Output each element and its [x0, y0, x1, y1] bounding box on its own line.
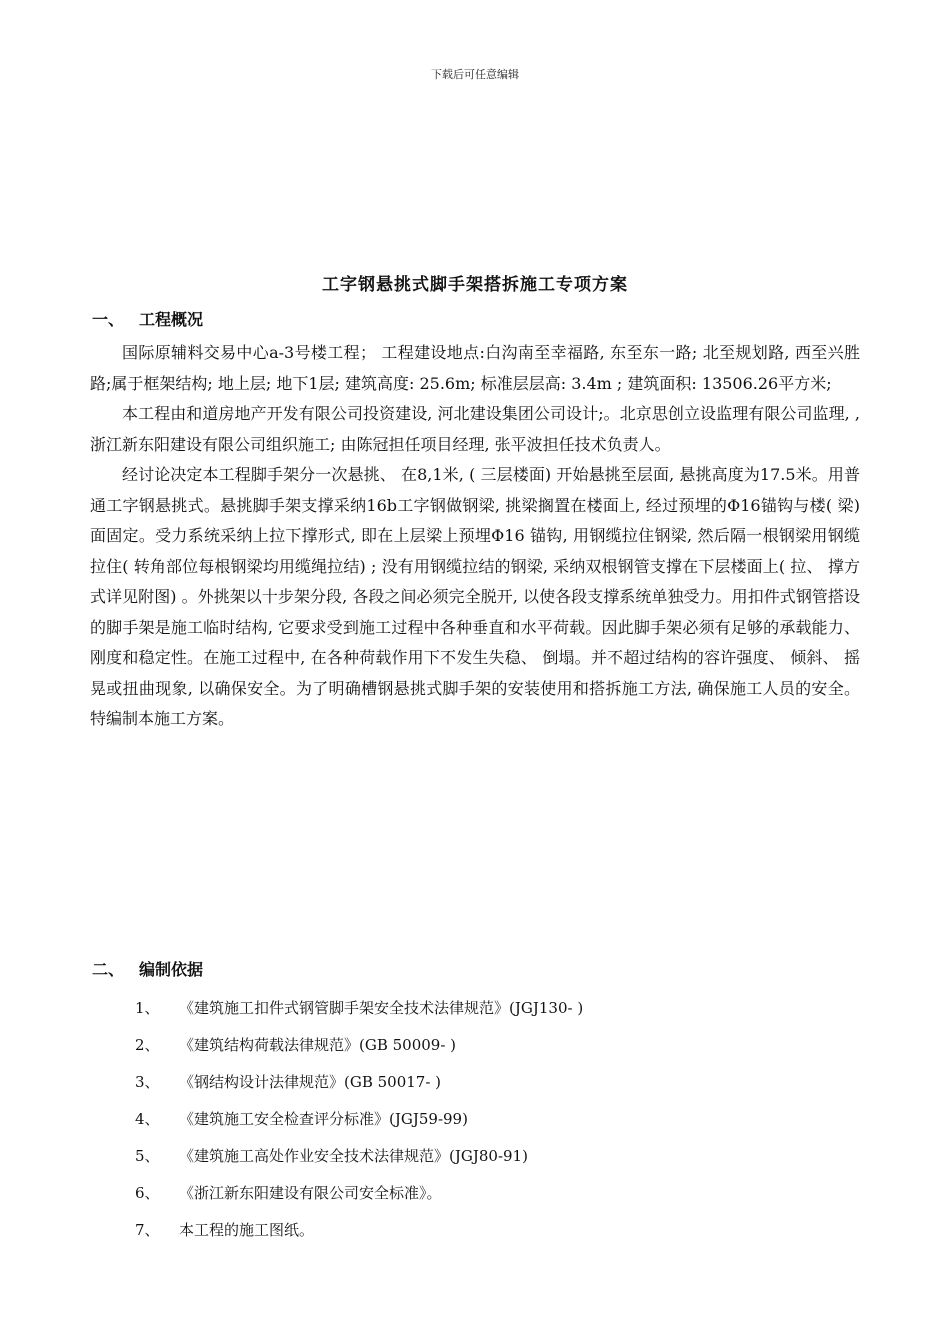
reference-item [135, 990, 583, 1027]
reference-item [135, 1212, 583, 1249]
reference-number: 3、 [135, 1073, 160, 1091]
reference-text: 《建筑施工扣件式钢管脚手架安全技术法律规范》(JGJ130- ) [179, 999, 584, 1017]
reference-text: 《浙江新东阳建设有限公司安全标准》。 [179, 1184, 442, 1202]
reference-text: 《建筑施工安全检查评分标准》(JGJ59-99) [179, 1110, 468, 1128]
paragraph-parties: 本工程由和道房地产开发有限公司投资建设, 河北建设集团公司设计;。北京思创立设监理有限公司监理, , 浙江新东阳建设有限公司组织施工; 由陈冠担任项目经理, 张平波担任技术负责人。 [90, 404, 860, 454]
section-1-title: 工程概况 [139, 310, 204, 329]
reference-item [135, 1175, 583, 1212]
reference-number: 6、 [135, 1184, 160, 1202]
reference-text: 《钢结构设计法律规范》(GB 50017- ) [179, 1073, 442, 1091]
reference-item [135, 1027, 583, 1064]
section-2-number: 二、 [92, 960, 125, 979]
reference-number: 7、 [135, 1221, 160, 1239]
reference-number: 2、 [135, 1036, 160, 1054]
header-note: 下载后可任意编辑 [431, 68, 519, 81]
reference-number: 4、 [135, 1110, 160, 1128]
reference-text: 《建筑施工高处作业安全技术法律规范》(JGJ80-91) [179, 1147, 528, 1165]
paragraph-scaffold-scheme: 经讨论决定本工程脚手架分一次悬挑、 在8,1米, ( 三层楼面) 开始悬挑至层面, 悬挑高度为17.5米。用普通工字钢悬挑式。悬挑脚手架支撑采纳16b工字钢做钢梁, 挑梁搁置在楼面上, 经过预埋的Φ16锚钩与楼( 梁) 面固定。受力系统采纳上拉下撑形式, 即在上层梁上预埋Φ16 锚钩, 用钢缆拉住钢梁, 然后隔一根钢梁用钢缆拉住( 转角部位每根钢梁均用缆绳拉结) ; 没有用钢缆拉结的钢梁, 采纳双根钢管支撑在下层楼面上( 拉、 撑方式详见附图) 。外挑架以十步架分段, 各段之间必须完全脱开, 以使各段支撑系统单独受力。用扣件式钢管搭设的脚手架是施工临时结构, 它要求受到施工过程中各种垂直和水平荷载。因此脚手架必须有足够的承载能力、 刚度和稳定性。在施工过程中, 在各种荷载作用下不发生失稳、 倒塌。并不超过结构的容许强度、 倾斜、 摇晃或扭曲现象, 以确保安全。为了明确槽钢悬挑式脚手架的安装使用和搭拆施工方法, 确保施工人员的安全。特编制本施工方案。 [90, 465, 860, 728]
reference-number: 5、 [135, 1147, 160, 1165]
reference-text: 本工程的施工图纸。 [179, 1221, 315, 1239]
section-1-heading [92, 307, 203, 330]
reference-number: 1、 [135, 999, 160, 1017]
reference-list [135, 990, 583, 1249]
section-2-heading [92, 957, 203, 980]
reference-item [135, 1101, 583, 1138]
section-2-title: 编制依据 [139, 960, 204, 979]
reference-item [135, 1064, 583, 1101]
reference-text: 《建筑结构荷载法律规范》(GB 50009- ) [179, 1036, 457, 1054]
paragraph-project-info: 国际原辅料交易中心a-3号楼工程； 工程建设地点:白沟南至幸福路, 东至东一路; 北至规划路, 西至兴胜路;属于框架结构; 地上层; 地下1层; 建筑高度: 25.6m; 标准层层高: 3.4m ; 建筑面积: 13506.26平方米; [90, 343, 860, 393]
reference-item [135, 1138, 583, 1175]
section-1-number: 一、 [92, 310, 125, 329]
document-title: 工字钢悬挑式脚手架搭拆施工专项方案 [322, 275, 628, 295]
section-1-body [90, 338, 860, 735]
